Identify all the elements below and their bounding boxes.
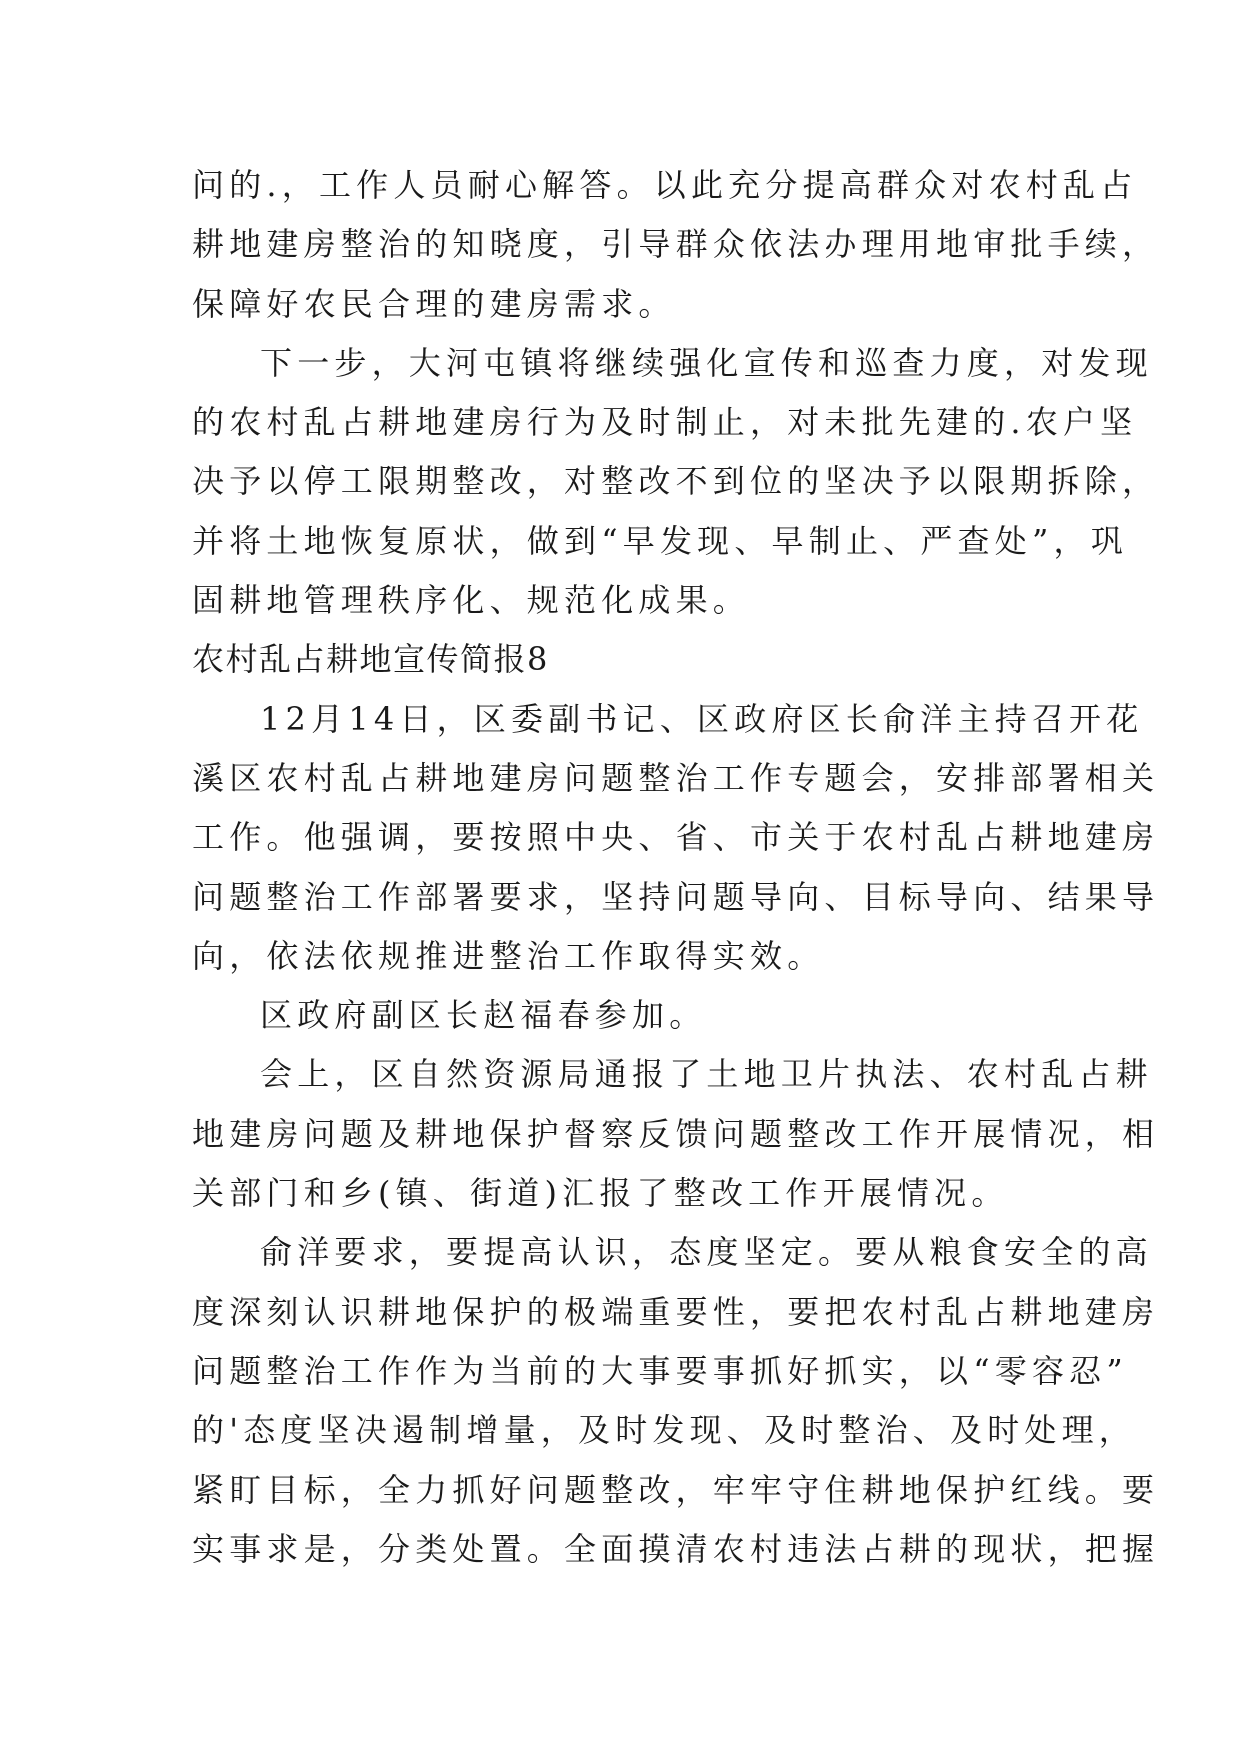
text-line: 实事求是，分类处置。全面摸清农村违法占耕的现状，把握 — [192, 1529, 1160, 1568]
text-line: 12月14日，区委副书记、区政府区长俞洋主持召开花 — [260, 699, 1144, 738]
text-line: 固耕地管理秩序化、规范化成果。 — [192, 581, 751, 620]
text-line: 问题整治工作作为当前的大事要事抓好抓实，以“零容忍” — [192, 1351, 1128, 1390]
text-line: 度深刻认识耕地保护的极端重要性，要把农村乱占耕地建房 — [192, 1292, 1160, 1331]
text-line: 会上，区自然资源局通报了土地卫片执法、农村乱占耕 — [260, 1055, 1153, 1094]
text-line: 向，依法依规推进整治工作取得实效。 — [192, 936, 825, 975]
text-line: 俞洋要求，要提高认识，态度坚定。要从粮食安全的高 — [260, 1233, 1153, 1272]
text-line: 区政府副区长赵福春参加。 — [260, 996, 707, 1035]
text-line: 地建房问题及耕地保护督察反馈问题整改工作开展情况，相 — [192, 1114, 1160, 1153]
text-line: 溪区农村乱占耕地建房问题整治工作专题会，安排部署相关 — [192, 758, 1160, 797]
text-line: 耕地建房整治的知晓度，引导群众依法办理用地审批手续， — [192, 225, 1160, 264]
text-line: 问的.，工作人员耐心解答。以此充分提高群众对农村乱占 — [192, 166, 1138, 204]
text-line: 紧盯目标，全力抓好问题整改，牢牢守住耕地保护红线。要 — [192, 1470, 1160, 1509]
text-line: 工作。他强调，要按照中央、省、市关于农村乱占耕地建房 — [192, 818, 1160, 857]
section-heading: 农村乱占耕地宣传简报8 — [192, 640, 549, 679]
text-line: 的农村乱占耕地建房行为及时制止，对未批先建的.农户坚 — [192, 403, 1138, 442]
text-line: 问题整治工作部署要求，坚持问题导向、目标导向、结果导 — [192, 877, 1160, 916]
text-line: 关部门和乡(镇、街道)汇报了整改工作开展情况。 — [192, 1174, 1009, 1213]
text-line: 保障好农民合理的建房需求。 — [192, 284, 676, 323]
text-line: 下一步，大河屯镇将继续强化宣传和巡查力度，对发现 — [260, 343, 1153, 382]
text-line: 决予以停工限期整改，对整改不到位的坚决予以限期拆除， — [192, 462, 1160, 501]
text-line: 并将土地恢复原状，做到“早发现、早制止、严查处”，巩 — [192, 521, 1128, 560]
text-line: 的'态度坚决遏制增量，及时发现、及时整治、及时处理， — [192, 1411, 1136, 1450]
document-body — [192, 156, 1160, 1579]
